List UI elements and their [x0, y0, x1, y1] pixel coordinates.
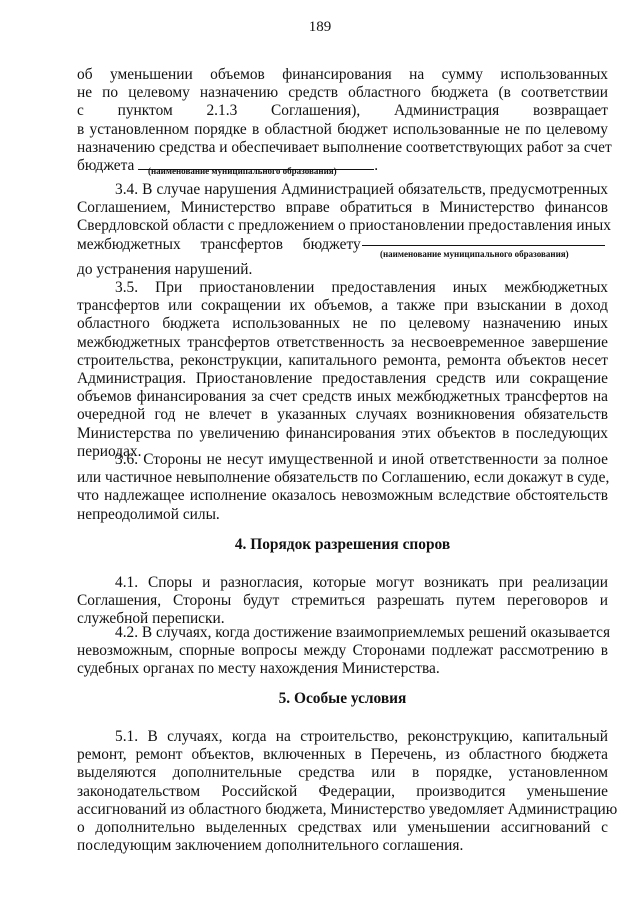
text-line: служебной переписки.: [77, 610, 225, 628]
text-line: судебных органах по месту нахождения Министерства.: [77, 660, 440, 678]
text-line: объемов финансирования за счет средств иных межбюджетных трансфертов на: [77, 388, 608, 406]
text-line: законодательством Российской Федерации, производится уменьшение: [77, 782, 608, 800]
text-line: назначению средства и обеспечивает выполнение соответствующих работ за счет: [77, 138, 612, 156]
caption-municipality: (наименование муниципального образования): [148, 166, 337, 176]
text-line: очередной год не влечет в указанных случаях возникновения обязательств: [77, 406, 608, 424]
text-line: об уменьшении объемов финансирования на сумму использованных: [77, 66, 608, 83]
text-line: непреодолимой силы.: [77, 505, 220, 523]
text-line: Администрация. Приостановление предоставления средств или сокращение: [77, 370, 608, 388]
paragraph-5-1: [77, 728, 618, 855]
text-fragment: межбюджетных трансфертов бюджету: [77, 235, 361, 253]
text-line: Соглашением, Министерство вправе обратиться в Министерство финансов: [77, 199, 608, 217]
paragraph-3-4: [77, 181, 611, 254]
text-line: 3.5. При приостановлении предоставления иных межбюджетных: [115, 279, 608, 296]
text-line: последующим заключением дополнительного соглашения.: [77, 837, 464, 855]
page-number: 189: [308, 19, 332, 35]
text-line: ремонт, ремонт объектов, включенных в Перечень, из областного бюджета: [77, 746, 608, 764]
text-line: строительства, реконструкции, капитального ремонта, ремонта объектов несет: [77, 351, 608, 369]
paragraph-3-6: [77, 451, 608, 524]
text-line: периодах.: [77, 442, 142, 460]
caption-municipality: (наименование муниципального образования): [380, 249, 569, 259]
text-line: в установленном порядке в областной бюджет использованные не по целевому: [77, 120, 608, 138]
text-line: невозможным, спорные вопросы между Сторонами подлежат рассмотрению в: [77, 642, 608, 660]
text-fragment: бюджета: [77, 157, 135, 175]
text-line: выделяются дополнительные средства или в порядке, установленном: [77, 764, 608, 782]
text-line: ассигнований из областного бюджета, Министерство уведомляет Администрацию: [77, 800, 618, 818]
blank-line: [362, 245, 605, 246]
text-line: о дополнительно выделенных средствах или уменьшении ассигнований с: [77, 819, 608, 837]
text-line: Свердловской области с предложением о приостановлении предоставления иных: [77, 217, 611, 235]
section-title: 4. Порядок разрешения споров: [234, 536, 451, 553]
text-fragment: .: [374, 157, 379, 175]
text-line: Министерства по увеличению финансирования этих объектов в последующих: [77, 424, 608, 442]
paragraph-3-5: [77, 279, 608, 461]
text-line: межбюджетных трансфертов ответственность за несвоевременное завершение: [77, 333, 608, 351]
text-line: Соглашения, Стороны будут стремиться разрешать путем переговоров и: [77, 592, 608, 610]
text-line: областного бюджета использованных не по целевому назначению иных: [77, 315, 608, 333]
text-line: что надлежащее исполнение оказалось невозможным вследствие обстоятельств: [77, 487, 608, 505]
text-line: не по целевому назначению средств областного бюджета (в соответствии: [77, 84, 608, 102]
text-line: или частичное невыполнение обязательств по Соглашению, если докажут в суде,: [77, 469, 610, 487]
paragraph-4-2: [77, 624, 611, 679]
text-line: 4.2. В случаях, когда достижение взаимоприемлемых решений оказывается: [115, 624, 611, 641]
section-title: 5. Особые условия: [278, 690, 407, 707]
text-line: до устранения нарушений.: [77, 261, 253, 278]
text-line: трансфертов или сокращении их объемов, а также при взыскании в доход: [77, 297, 608, 315]
text-line: 3.4. В случае нарушения Администрацией обязательств, предусмотренных: [115, 181, 608, 198]
section-5-heading: [77, 690, 608, 708]
section-4-heading: [77, 536, 608, 554]
paragraph-4-1: [77, 574, 608, 629]
text-line: с пунктом 2.1.3 Соглашения), Администрация возвращает: [77, 102, 608, 120]
paragraph-3-4-end: [77, 261, 608, 279]
text-line: 5.1. В случаях, когда на строительство, реконструкцию, капитальный: [115, 728, 608, 745]
paragraph-continuation: [77, 66, 612, 175]
text-line: 4.1. Споры и разногласия, которые могут возникать при реализации: [115, 574, 608, 591]
text-line: 3.6. Стороны не несут имущественной и иной ответственности за полное: [115, 451, 608, 468]
